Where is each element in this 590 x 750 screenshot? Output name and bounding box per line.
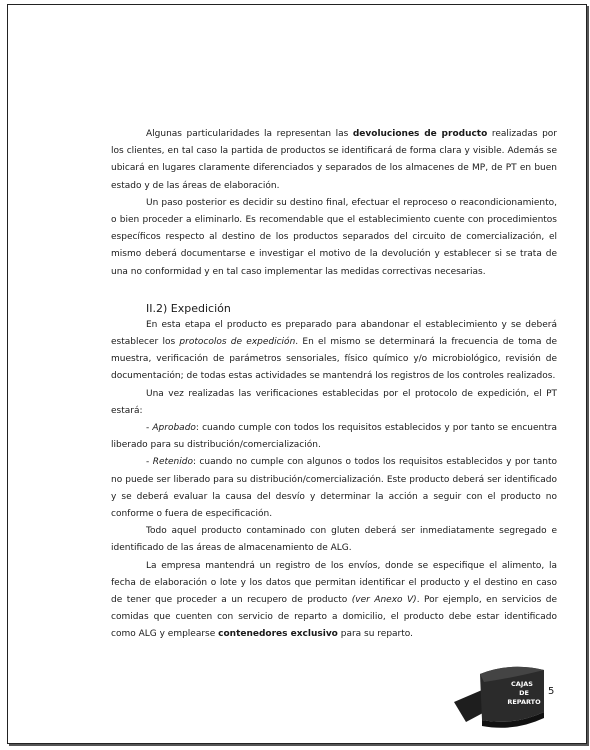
delivery-box-icon <box>452 660 548 732</box>
text-run: : cuando no cumple con algunos o todos los requisitos establecidos y por tanto no puede ser liberado para su distribución/comercialización. Este producto deberá ser identificado y se deberá evaluar la causa del desvío y determinar la acción a seguir con el producto no conforme o fuera de especificación. <box>111 457 558 520</box>
box-label-line1: CAJAS <box>511 680 533 688</box>
paragraph-registro-envios <box>111 558 557 644</box>
text-run: . En el mismo se determinará la frecuencia de toma de muestra, verificación de parámetros sensoriales, físico químico y/o microbiológico, revisión de documentación; de todas estas actividades se mantendrá los registros de los controles realizados. <box>111 337 558 382</box>
text-run: - <box>146 423 153 434</box>
paragraph-expedicion <box>111 317 557 386</box>
italic-term-retenido: Retenido <box>152 457 193 468</box>
bold-term-devoluciones: devoluciones de producto <box>352 129 488 139</box>
list-item-aprobado <box>111 420 557 454</box>
text-run: La empresa mantendrá un registro de los envíos, donde se especifique el alimento, la fecha de elaboración o lote y los datos que permitan identificar el producto y el destino en caso de tener que proceder a un recupero de producto <box>111 560 557 606</box>
italic-term-protocolos: protocolos de expedición <box>179 337 296 348</box>
page-number: 5 <box>548 686 555 697</box>
text-run: : cuando cumple con todos los requisitos establecidos y por tanto se encuentra liberado para su distribución/comercialización. <box>111 423 557 451</box>
section-heading: II.2) Expedición <box>146 301 231 315</box>
text-run: realizadas por los clientes, en tal caso la partida de productos se identificará de forma clara y visible. Además se ubicará en lugares claramente diferenciados y separados de los almacenes de MP, de PT en buen estado y de las áreas de elaboración. <box>111 129 557 191</box>
text-run: - <box>146 457 153 468</box>
text-run: . Por ejemplo, en servicios de comidas que cuenten con servicio de reparto a domicilio, el producto debe estar identificado como ALG y emplearse <box>111 595 557 640</box>
box-label-line2: DE <box>519 689 529 697</box>
italic-reference-anexo: (ver Anexo V) <box>351 595 417 606</box>
paragraph-devoluciones <box>111 126 557 195</box>
paragraph-gluten: Todo aquel producto contaminado con gluten deberá ser inmediatamente segregado e identificado de las áreas de almacenamiento de ALG. <box>111 526 557 554</box>
delivery-box-illustration <box>452 660 548 732</box>
text-run: para su reparto. <box>337 629 413 640</box>
italic-term-aprobado: Aprobado <box>152 423 196 434</box>
page-body <box>111 126 557 644</box>
list-item-retenido <box>111 454 557 523</box>
box-label-line3: REPARTO <box>507 698 541 706</box>
bold-term-contenedores: contenedores exclusivo <box>218 629 338 640</box>
paragraph-verificaciones: Una vez realizadas las verificaciones establecidas por el protocolo de expedición, el PT estará: <box>111 388 557 416</box>
text-run: Algunas particularidades la representan las <box>146 129 353 139</box>
text-run: En esta etapa el producto es preparado para abandonar el establecimiento y se deberá establecer los <box>111 319 557 348</box>
paragraph-destino-final: Un paso posterior es decidir su destino final, efectuar el reproceso o reacondicionamiento, o bien proceder a eliminarlo. Es recomendable que el establecimiento cuente con procedimientos específicos respecto al destino de los productos separados del circuito de comercialización, el mismo deberá documentarse e investigar el motivo de la devolución y establecer si se trata de una no conformidad y en tal caso implementar las medidas correctivas necesarias. <box>111 197 557 277</box>
